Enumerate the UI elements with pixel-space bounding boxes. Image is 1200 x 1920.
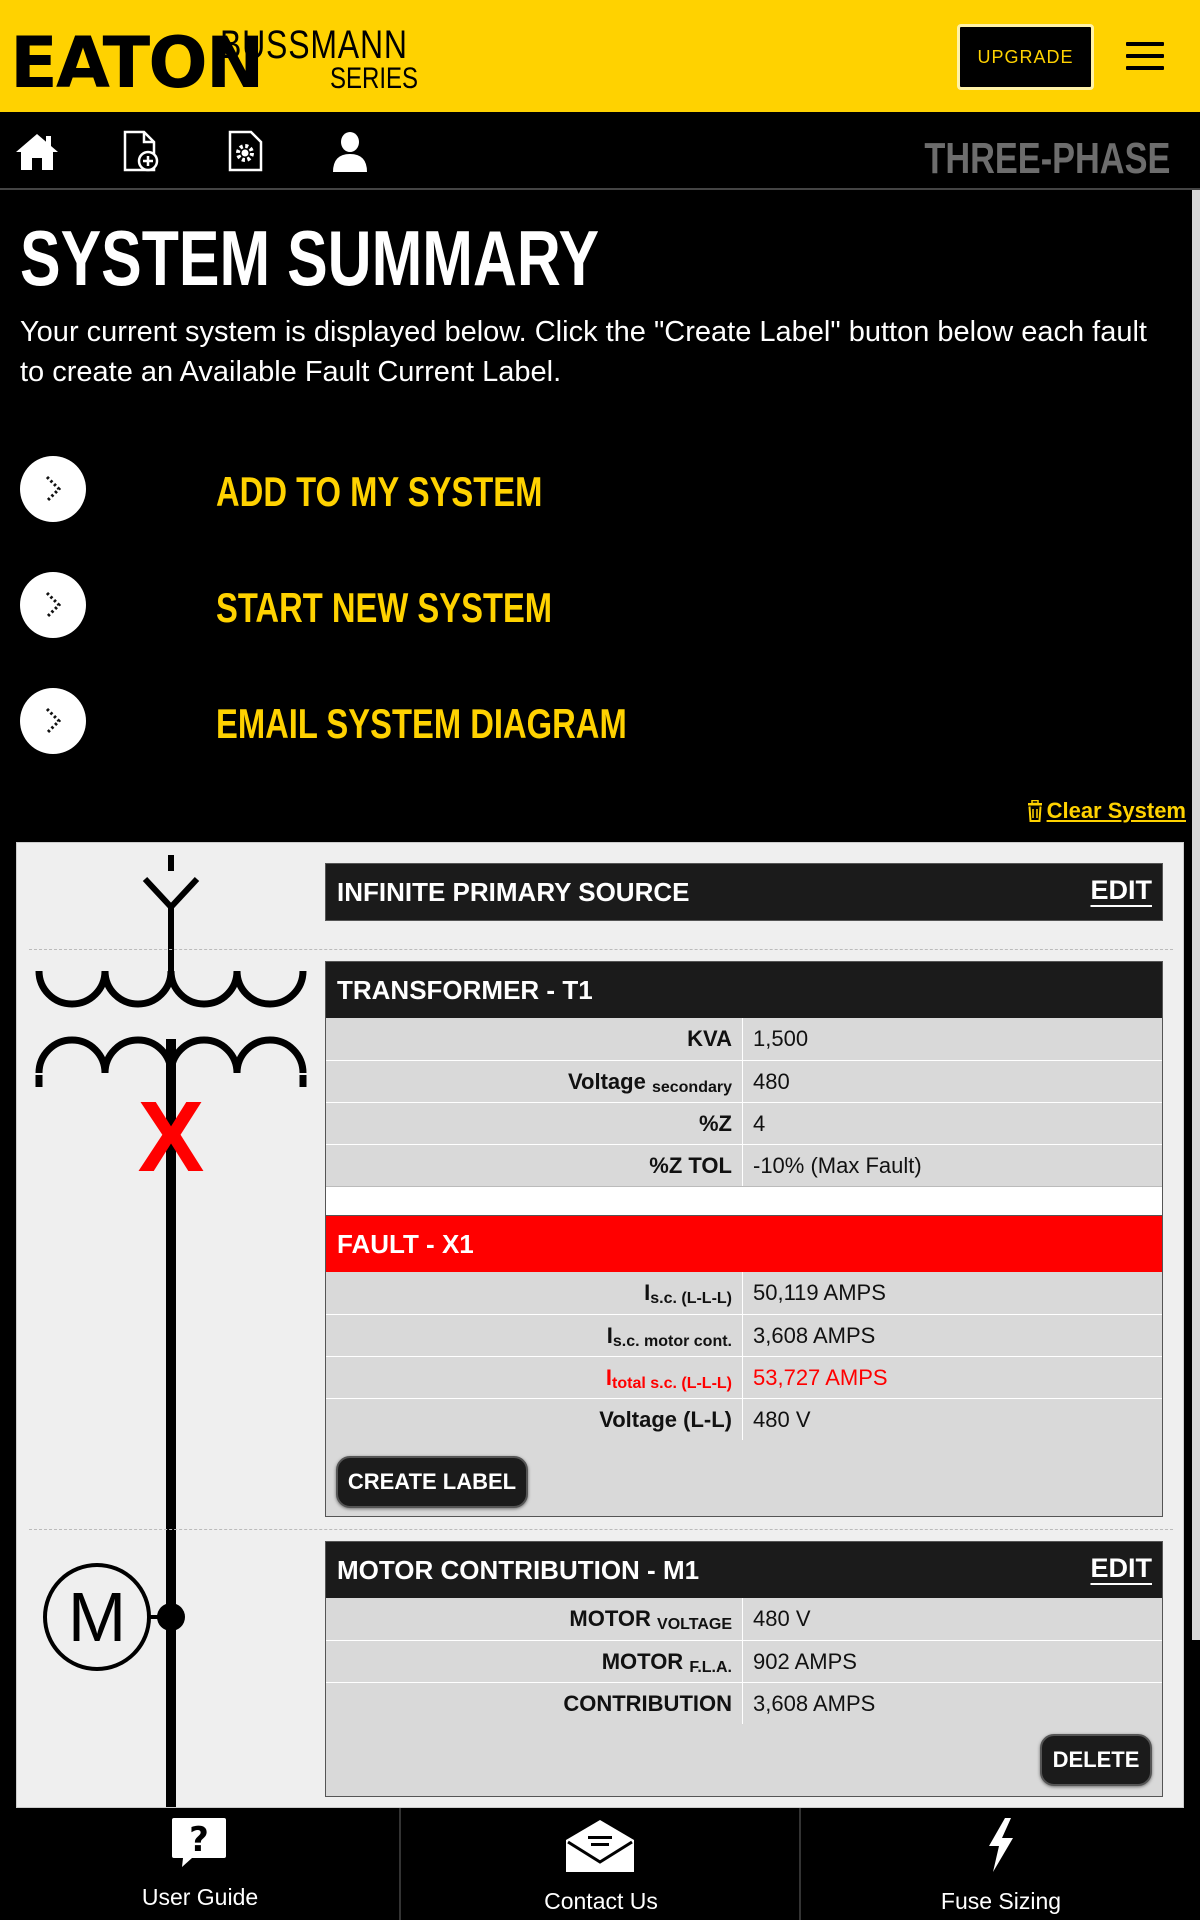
chevron-right-icon[interactable] — [20, 572, 86, 638]
motor-title — [326, 1542, 1162, 1598]
table-row — [326, 1314, 1162, 1356]
card-spacer — [326, 1186, 1162, 1216]
fuse-sizing-label[interactable]: Fuse Sizing — [940, 1888, 1062, 1914]
trash-icon — [1027, 800, 1043, 822]
transformer-card — [325, 961, 1163, 1517]
motor-card — [325, 1541, 1163, 1797]
table-row — [326, 1272, 1162, 1314]
table-row — [326, 1102, 1162, 1144]
table-row — [326, 1682, 1162, 1724]
fuse-sizing-link[interactable] — [801, 1808, 1200, 1920]
scrollbar[interactable] — [1192, 190, 1200, 1640]
settings-document-icon[interactable] — [225, 130, 271, 174]
create-label-button[interactable]: CREATE LABEL — [336, 1456, 528, 1508]
row-label: CONTRIBUTION — [326, 1683, 743, 1724]
row-label: %Z — [326, 1103, 743, 1144]
user-icon[interactable] — [330, 130, 376, 174]
row-value: 3,608 AMPS — [753, 1691, 876, 1716]
motor-edit-button[interactable]: EDIT — [1090, 1553, 1152, 1583]
row-value: 3,608 AMPS — [753, 1323, 876, 1348]
row-label: $I_{total s.c. (L-L-L)}$ — [326, 1357, 743, 1398]
row-value: 50,119 AMPS — [753, 1280, 886, 1305]
table-row — [326, 1018, 1162, 1060]
system-diagram-panel — [16, 842, 1184, 1808]
user-guide-link[interactable] — [0, 1808, 400, 1920]
table-row — [326, 1356, 1162, 1398]
table-row — [326, 1640, 1162, 1682]
table-row — [326, 1060, 1162, 1102]
transformer-title: TRANSFORMER - T1 — [326, 962, 1162, 1018]
home-icon[interactable] — [14, 130, 60, 174]
row-value: 53,727 AMPS — [753, 1365, 888, 1390]
divider — [29, 949, 1173, 950]
row-label: Voltage $_{secondary}$ — [326, 1061, 743, 1102]
chevron-right-icon[interactable] — [20, 456, 86, 522]
row-label: Voltage (L-L) — [326, 1399, 743, 1440]
clear-system-label[interactable]: Clear System — [1046, 798, 1186, 823]
source-title-text: INFINITE PRIMARY SOURCE — [337, 877, 690, 907]
fault-title: FAULT - X1 — [326, 1216, 1162, 1272]
row-label: $I_{s.c. (L-L-L)}$ — [326, 1272, 743, 1314]
add-to-system-action[interactable] — [20, 456, 720, 524]
row-label: KVA — [326, 1018, 743, 1060]
fault-marker: X — [137, 1081, 205, 1193]
row-value: 480 V — [753, 1407, 811, 1432]
upgrade-button[interactable]: UPGRADE — [957, 24, 1094, 90]
eaton-logo: EATON — [10, 22, 263, 104]
bussmann-logo — [220, 23, 455, 95]
fault-table — [326, 1272, 1162, 1440]
row-value: 1,500 — [753, 1026, 809, 1051]
table-row — [326, 1144, 1162, 1186]
page-intro: Your current system is displayed below. Click the "Create Label" button below each fault to create an Available Fault Current Label. — [20, 316, 1147, 388]
bussmann-logo-line1: BUSSMANN — [220, 23, 408, 67]
svg-text:?: ? — [189, 1820, 209, 1860]
phase-mode-label: THREE-PHASE — [924, 134, 1170, 183]
row-label: %Z TOL — [326, 1145, 743, 1186]
delete-button[interactable]: DELETE — [1040, 1734, 1152, 1786]
nav-bar — [0, 112, 1200, 190]
divider — [29, 1529, 1173, 1530]
footer-bar — [0, 1808, 1200, 1920]
user-guide-label[interactable]: User Guide — [141, 1884, 259, 1910]
one-line-diagram — [17, 843, 317, 1808]
clear-system-link[interactable] — [1027, 798, 1186, 824]
row-value: 480 — [753, 1069, 790, 1094]
row-label: MOTOR $_{F.L.A.}$ — [326, 1641, 743, 1682]
add-document-icon[interactable] — [120, 130, 166, 174]
contact-us-link[interactable] — [401, 1808, 801, 1920]
table-row — [326, 1598, 1162, 1640]
source-title — [326, 864, 1162, 920]
source-card — [325, 863, 1163, 921]
source-edit-button[interactable]: EDIT — [1090, 875, 1152, 905]
contact-us-label[interactable]: Contact Us — [544, 1888, 658, 1914]
motor-title-text: MOTOR CONTRIBUTION - M1 — [337, 1555, 700, 1585]
lightning-icon — [983, 1816, 1017, 1874]
question-icon — [170, 1816, 228, 1868]
row-value: -10% (Max Fault) — [753, 1153, 922, 1178]
hamburger-menu-icon[interactable] — [1126, 42, 1164, 70]
email-system-diagram-label[interactable]: EMAIL SYSTEM DIAGRAM — [216, 700, 627, 747]
start-new-system-label[interactable]: START NEW SYSTEM — [216, 584, 553, 631]
row-value: 4 — [753, 1111, 766, 1136]
chevron-right-icon[interactable] — [20, 688, 86, 754]
row-value: 480 V — [753, 1606, 811, 1631]
table-row — [326, 1398, 1162, 1440]
envelope-icon — [564, 1818, 636, 1874]
bussmann-logo-line2: SERIES — [330, 62, 419, 95]
add-to-system-label[interactable]: ADD TO MY SYSTEM — [216, 468, 543, 515]
row-label: MOTOR $_{VOLTAGE}$ — [326, 1598, 743, 1640]
page-title: SYSTEM SUMMARY — [20, 214, 600, 302]
start-new-system-action[interactable] — [20, 572, 720, 640]
row-value: 902 AMPS — [753, 1649, 857, 1674]
motor-table — [326, 1598, 1162, 1724]
motor-symbol: M — [67, 1578, 127, 1656]
row-label: $I_{s.c. motor cont.}$ — [326, 1315, 743, 1356]
transformer-table — [326, 1018, 1162, 1186]
app-header — [0, 0, 1200, 112]
email-system-diagram-action[interactable] — [20, 688, 720, 756]
